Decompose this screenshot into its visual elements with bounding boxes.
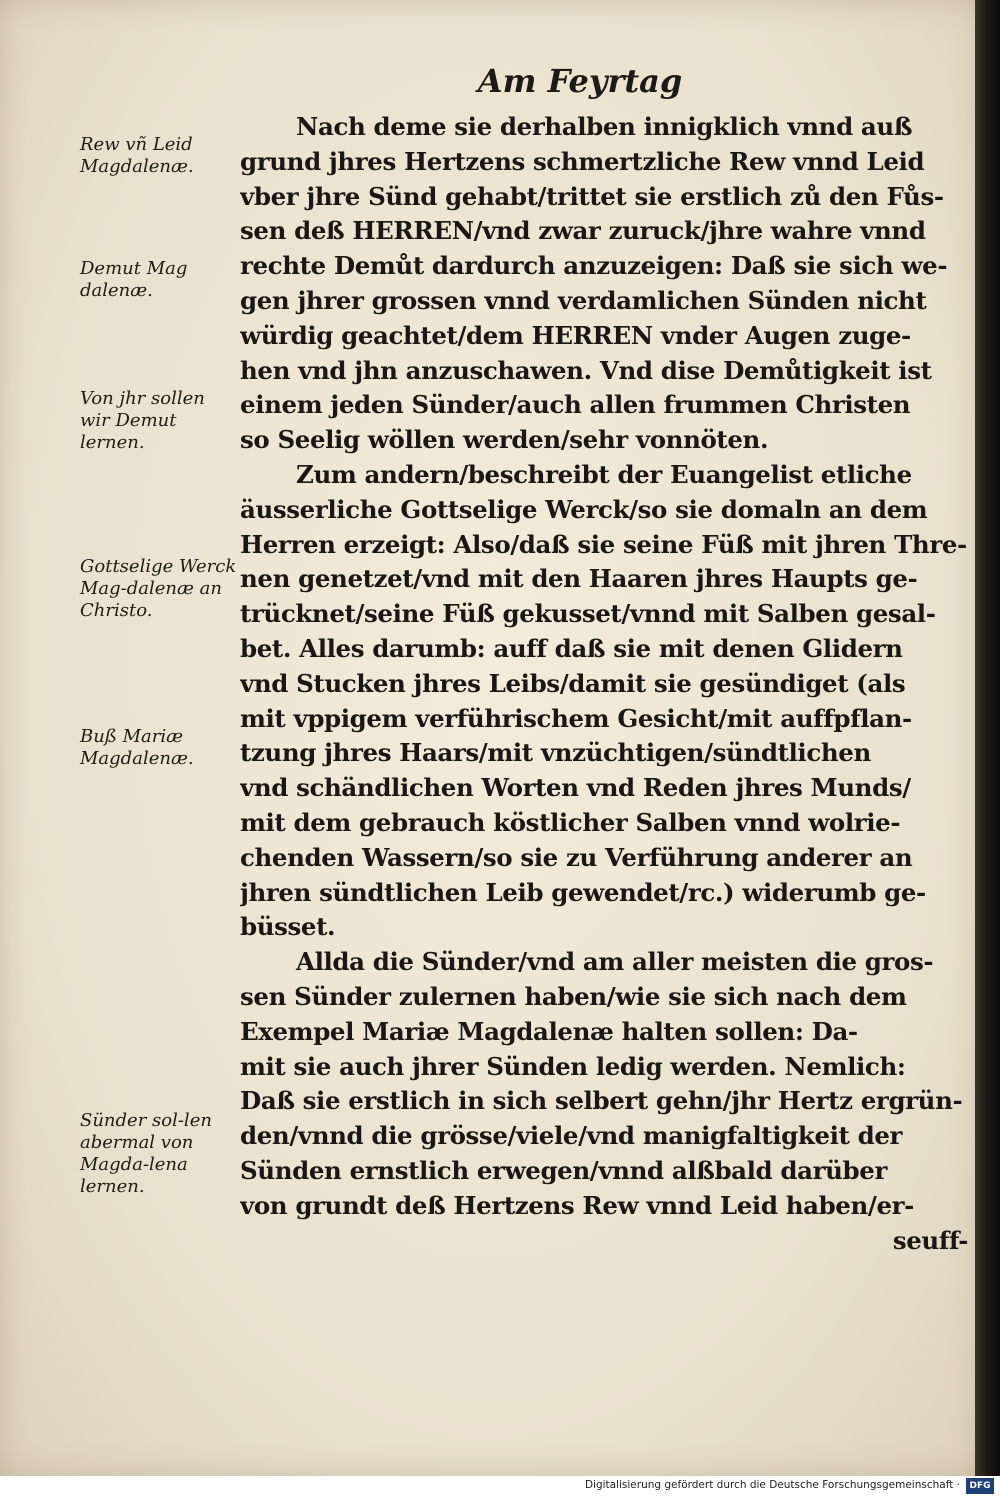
text-line: Zum andern/beschreibt der Euangelist etliche [296, 459, 912, 489]
text-line: jhren sündtlichen Leib gewendet/rc.) widerumb ge- [240, 877, 926, 907]
text-line: den/vnnd die grösse/viele/vnd manigfaltigkeit der [240, 1121, 903, 1151]
book-edge-shadow [975, 0, 1000, 1476]
footer-bar [0, 1476, 1000, 1497]
text-line: vnd schändlichen Worten vnd Reden jhres Munds/ [240, 773, 911, 803]
dfg-logo-icon: DFG [966, 1478, 994, 1494]
text-line: mit dem gebrauch köstlicher Salben vnnd wolrie- [240, 807, 901, 837]
margin-note: Buß Mariæ Magdalenæ. [80, 726, 194, 769]
text-line: vber jhre Sünd gehabt/trittet sie erstlich zů den Fůs- [240, 181, 944, 211]
running-head: Am Feyrtag [477, 62, 683, 100]
text-line: so Seelig wöllen werden/sehr vonnöten. [240, 425, 769, 455]
text-line: sen Sünder zulernen haben/wie sie sich nach dem [240, 981, 907, 1011]
footer-credit: Digitalisierung gefördert durch die Deutsche Forschungsgemeinschaft · [584, 1479, 960, 1491]
text-line: von grundt deß Hertzens Rew vnnd Leid haben/er- [240, 1190, 914, 1220]
body-text [240, 110, 968, 1258]
text-line: bet. Alles darumb: auff daß sie mit denen Glidern [240, 633, 903, 663]
text-line: nen genetzet/vnd mit den Haaren jhres Haupts ge- [240, 564, 918, 594]
text-line: chenden Wassern/so sie zu Verführung anderer an [240, 842, 913, 872]
text-line: sen deß HERREN/vnd zwar zuruck/jhre wahre vnnd [240, 216, 926, 246]
text-line: mit sie auch jhrer Sünden ledig werden. Nemlich: [240, 1051, 906, 1081]
catchword: seuff- [892, 1225, 968, 1255]
text-line: hen vnd jhn anzuschawen. Vnd dise Demůtigkeit ist [240, 355, 932, 385]
margin-note: Demut Mag dalenæ. [80, 258, 188, 301]
text-line: Allda die Sünder/vnd am aller meisten die gros- [296, 947, 934, 977]
text-line: Herren erzeigt: Also/daß sie seine Füß mit jhren Thre- [240, 529, 967, 559]
margin-note: Rew vñ Leid Magdalenæ. [80, 134, 194, 177]
text-line: Daß sie erstlich in sich selbert gehn/jhr Hertz ergrün- [240, 1086, 963, 1116]
margin-note: Von jhr sollen wir Demut lernen. [80, 388, 205, 453]
text-line: mit vppigem verführischem Gesicht/mit auffpflan- [240, 703, 912, 733]
text-line: äusserliche Gottselige Werck/so sie domaln an dem [240, 494, 928, 524]
text-line: büsset. [240, 912, 336, 942]
text-line: einem jeden Sünder/auch allen frummen Christen [240, 390, 911, 420]
text-line: tzung jhres Haars/mit vnzüchtigen/sündtlichen [240, 738, 871, 768]
text-line: Exempel Mariæ Magdalenæ halten sollen: Da- [240, 1016, 858, 1046]
text-line: würdig geachtet/dem HERREN vnder Augen zuge- [240, 320, 911, 350]
text-line: Sünden ernstlich erwegen/vnnd alßbald darüber [240, 1155, 887, 1185]
margin-note: Sünder sol-len abermal von Magda-lena lernen. [80, 1110, 212, 1197]
text-line: rechte Demůt dardurch anzuzeigen: Daß sie sich we- [240, 251, 948, 281]
text-line: gen jhrer grossen vnnd verdamlichen Sünden nicht [240, 285, 927, 315]
margin-note: Gottselige Werck Mag-dalenæ an Christo. [80, 556, 237, 621]
text-line: vnd Stucken jhres Leibs/damit sie gesündiget (als [240, 668, 906, 698]
text-line: Nach deme sie derhalben innigklich vnnd auß [296, 112, 913, 141]
text-line: trücknet/seine Füß gekusset/vnnd mit Salben gesal- [240, 599, 936, 629]
text-line: grund jhres Hertzens schmertzliche Rew vnnd Leid [240, 146, 925, 176]
